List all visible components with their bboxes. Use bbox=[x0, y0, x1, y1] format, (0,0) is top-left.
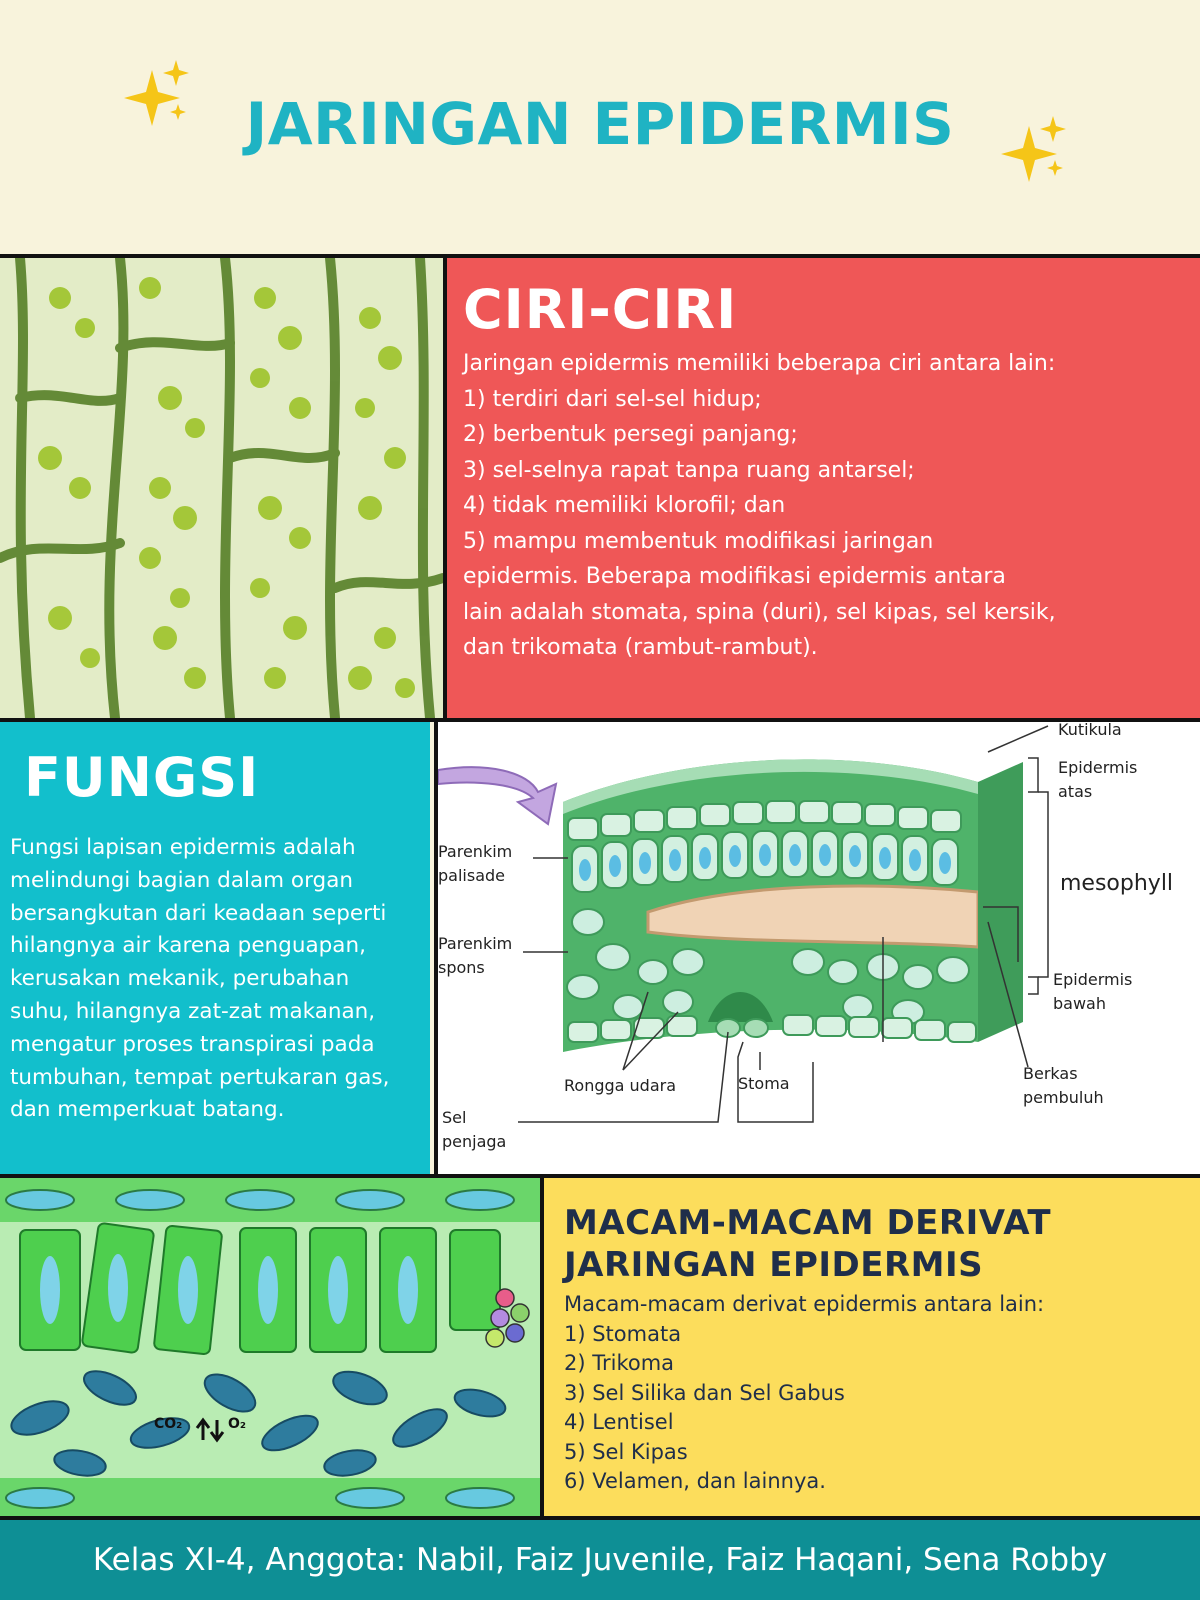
macam-heading-line: JARINGAN EPIDERMIS bbox=[564, 1245, 984, 1285]
macam-line: 3) Sel Silika dan Sel Gabus bbox=[564, 1380, 845, 1405]
macam-line: Macam-macam derivat epidermis antara lain: bbox=[564, 1292, 1045, 1316]
co2-label: CO₂ bbox=[154, 1416, 183, 1432]
label-line: penjaga bbox=[442, 1132, 507, 1151]
fungsi-line: mengatur proses transpirasi pada bbox=[10, 1031, 375, 1057]
label-parenkim-spons bbox=[438, 932, 512, 980]
label-line: Berkas bbox=[1023, 1064, 1078, 1083]
macam-line: 6) Velamen, dan lainnya. bbox=[564, 1469, 826, 1493]
ciri-line: dan trikomata (rambut-rambut). bbox=[463, 635, 818, 660]
arrow-icon bbox=[438, 767, 556, 824]
label-line: Sel bbox=[442, 1108, 467, 1127]
label-berkas-pembuluh bbox=[1023, 1062, 1104, 1110]
ciri-line: 5) mampu membentuk modifikasi jaringan bbox=[463, 528, 934, 554]
macam-line: 5) Sel Kipas bbox=[564, 1439, 688, 1464]
fungsi-line: melindungi bagian dalam organ bbox=[10, 867, 353, 893]
macam-panel bbox=[544, 1178, 1200, 1516]
fungsi-line: kerusakan mekanik, perubahan bbox=[10, 966, 350, 992]
label-line: palisade bbox=[438, 866, 505, 885]
fungsi-line: dan memperkuat batang. bbox=[10, 1097, 285, 1123]
label-line: Epidermis bbox=[1058, 758, 1138, 777]
ciri-line: 1) terdiri dari sel-sel hidup; bbox=[463, 386, 762, 412]
macam-line: 1) Stomata bbox=[564, 1321, 682, 1346]
leaf-tissue-illustration bbox=[0, 1178, 544, 1516]
fungsi-line: bersangkutan dari keadaan seperti bbox=[10, 900, 387, 926]
fungsi-line: hilangnya air karena penguapan, bbox=[10, 933, 366, 959]
ciri-panel bbox=[447, 258, 1200, 718]
macam-heading bbox=[564, 1202, 1051, 1286]
label-sel-penjaga bbox=[442, 1106, 506, 1154]
label-line: atas bbox=[1058, 782, 1093, 801]
fungsi-heading: FUNGSI bbox=[24, 746, 260, 809]
ciri-text bbox=[463, 346, 1163, 666]
macam-line: 4) Lentisel bbox=[564, 1410, 674, 1434]
ciri-heading: CIRI-CIRI bbox=[463, 278, 738, 341]
ciri-line: 3) sel-selnya rapat tanpa ruang antarsel; bbox=[463, 457, 915, 483]
label-line: Parenkim bbox=[438, 934, 513, 953]
ciri-line: 2) berbentuk persegi panjang; bbox=[463, 422, 798, 447]
label-line: spons bbox=[438, 958, 485, 977]
label-line: bawah bbox=[1053, 994, 1106, 1013]
ciri-line: epidermis. Beberapa modifikasi epidermis antara bbox=[463, 564, 1006, 589]
epidermis-cell-photo bbox=[0, 258, 447, 718]
macam-line: 2) Trikoma bbox=[564, 1351, 675, 1375]
label-epidermis-bawah bbox=[1053, 968, 1132, 1016]
label-line: Epidermis bbox=[1053, 970, 1133, 989]
ciri-line: 4) tidak memiliki klorofil; dan bbox=[463, 493, 786, 518]
macam-heading-line: MACAM-MACAM DERIVAT bbox=[564, 1203, 1052, 1243]
ciri-line: Jaringan epidermis memiliki beberapa ciri antara lain: bbox=[463, 351, 1056, 376]
sparkle-icon bbox=[995, 112, 1075, 192]
label-mesophyll: mesophyll bbox=[1060, 871, 1174, 896]
ciri-line: lain adalah stomata, spina (duri), sel kipas, sel kersik, bbox=[463, 599, 1056, 625]
label-epidermis-atas bbox=[1058, 756, 1137, 804]
footer-credits: Kelas XI-4, Anggota: Nabil, Faiz Juvenile, Faiz Haqani, Sena Robby bbox=[0, 1520, 1200, 1600]
label-line: pembuluh bbox=[1023, 1088, 1104, 1107]
label-stoma: Stoma bbox=[738, 1074, 790, 1093]
fungsi-text bbox=[10, 832, 425, 1127]
o2-label: O₂ bbox=[228, 1416, 247, 1432]
label-line: Parenkim bbox=[438, 842, 513, 861]
fungsi-panel bbox=[0, 722, 430, 1174]
label-kutikula: Kutikula bbox=[1058, 722, 1122, 739]
page-title: JARINGAN EPIDERMIS bbox=[245, 90, 955, 158]
macam-text bbox=[564, 1290, 1044, 1497]
fungsi-line: Fungsi lapisan epidermis adalah bbox=[10, 835, 356, 860]
label-rongga-udara: Rongga udara bbox=[564, 1076, 677, 1095]
leaf-cross-section-diagram bbox=[434, 722, 1200, 1174]
fungsi-line: tumbuhan, tempat pertukaran gas, bbox=[10, 1064, 390, 1090]
label-parenkim-palisade bbox=[438, 840, 512, 888]
fungsi-line: suhu, hilangnya zat-zat makanan, bbox=[10, 998, 376, 1024]
